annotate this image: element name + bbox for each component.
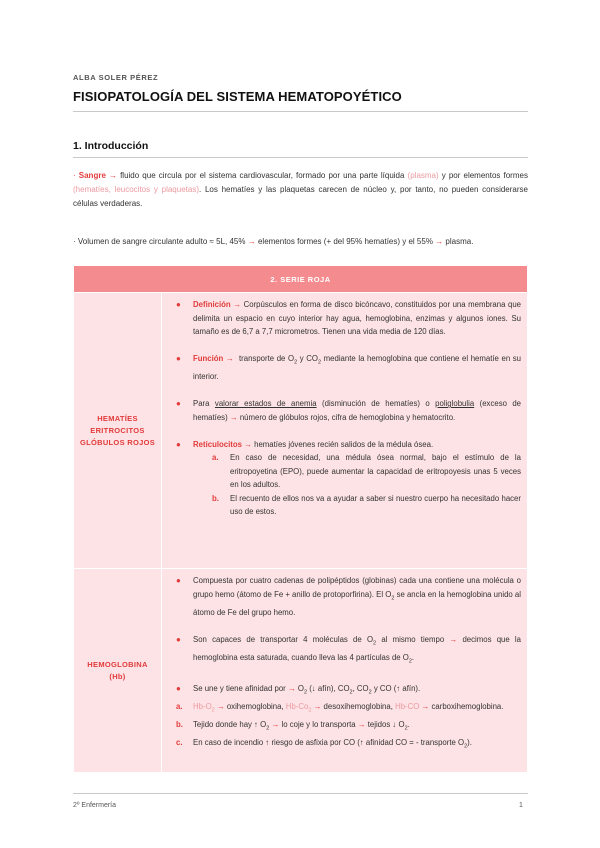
underlined-term: valorar estados de anemia <box>214 399 317 409</box>
arrow-icon: → <box>449 634 458 644</box>
item-text: desoxihemoglobina, <box>323 702 393 712</box>
sub-letter: c. <box>176 738 183 748</box>
section-divider <box>73 157 528 158</box>
author-name: ALBA SOLER PÉREZ <box>73 73 159 82</box>
intro-text: y por elementos formes <box>441 171 528 180</box>
item-text: Para <box>193 399 210 409</box>
item-text: transporte de O <box>238 354 295 363</box>
item-text: número de glóbulos rojos, cifra de hemoglobina y hematocrito. <box>239 412 456 422</box>
item-text: En caso de incendio ↑ riesgo de asfixia por CO (↑ afinidad CO = - transporte O <box>193 738 465 748</box>
table-header: 2. SERIE ROJA <box>74 266 528 293</box>
footer-divider <box>73 793 528 794</box>
item-text: hematíes jóvenes recién salidos de la médula ósea. <box>254 439 434 449</box>
volume-text: · Volumen de sangre circulante adulto ≈ 5L, 45% <box>73 237 246 246</box>
arrow-icon: → <box>357 720 366 730</box>
row-label-line: (Hb) <box>109 671 126 681</box>
item-text: Son capaces de transportar 4 moléculas de O <box>193 634 374 644</box>
sub-letter: b. <box>176 720 183 730</box>
item-text: oxihemoglobina, <box>226 702 284 712</box>
item-text: se ancla en la hemoglobina unido al átomo de Fe del grupo hemo. <box>193 589 521 617</box>
item-text: El recuento de ellos nos va a ayudar a saber si nuestro cuerpo ha necesitado hacer uso de estos. <box>230 493 521 517</box>
hematies-content-cell <box>162 293 528 569</box>
serie-roja-table <box>73 265 528 773</box>
volume-text: plasma. <box>445 237 474 246</box>
item-text: (disminución de hematíes) o <box>322 399 430 409</box>
subscript: 2 <box>391 595 395 602</box>
sub-item: b. Tejido donde hay ↑ $O_2$ → lo coje y lo transporta → tejidos ↓ $O_2$. <box>176 720 410 732</box>
arrow-icon: → <box>313 702 322 712</box>
item-text: En caso de necesidad, una médula ósea normal, bajo el estímulo de la eritropoyetina (EPO), puede aumentar la capacidad de eritropoyesis unas 5 veces en los adultos. <box>230 453 521 490</box>
bullet-icon: ● <box>176 354 181 363</box>
item-text: Compuesta por cuatro cadenas de polipéptidos (globinas) cada una contiene una molécula o grupo hemo (átomo de Fe + anillo de protoporfirina). El O <box>193 576 521 599</box>
section-heading: 1. Introducción <box>73 140 149 152</box>
item-text: lo coje y lo transporta <box>281 720 356 730</box>
hemoglobina-label-cell <box>74 569 162 773</box>
item-text: y CO <box>299 354 318 363</box>
sub-item <box>162 492 521 519</box>
arrow-icon: → <box>225 354 234 363</box>
intro-text: . Los hematíes y las plaquetas carecen de núcleo y, por tanto, no pueden considerarse células verdaderas. <box>73 185 528 208</box>
item-text: ). <box>467 738 472 748</box>
sub-item <box>162 451 521 492</box>
subscript: 2 <box>404 725 408 732</box>
title-divider <box>73 111 528 112</box>
subscript: 2 <box>294 359 298 366</box>
volume-text: elementos formes (+ del 95% hematíes) y el 55% <box>257 237 433 246</box>
hematies-label-cell <box>74 293 162 569</box>
document-title: FISIOPATOLOGÍA DEL SISTEMA HEMATOPOYÉTICO <box>73 89 402 104</box>
row-label-line: HEMATÍES <box>97 413 138 423</box>
arrow-icon: → <box>421 702 430 712</box>
sub-item <box>162 736 521 754</box>
footer-course: 2º Enfermería <box>73 802 117 809</box>
list-item <box>162 682 521 700</box>
arrow-icon: → <box>229 412 238 422</box>
item-text: Corpúsculos en forma de disco bicóncavo, constituidos por una membrana que delimita un espacio en cuyo interior hay agua, hemoglobina, enzimas y algunos iones. Su tamaño es de 6,7 a 7,7 micrometros. Tienen una vida media de 120 días. <box>193 300 521 336</box>
item-text: O <box>297 684 304 694</box>
sub-letter: a. <box>212 453 219 463</box>
bullet: · <box>73 171 76 180</box>
item-text: mediante la hemoglobina que contiene el hematíe en su interior. <box>193 354 521 382</box>
subscript: 2 <box>373 640 377 647</box>
item-text: Tejido donde hay ↑ O <box>193 720 267 730</box>
intro-text: fluido que circula por el sistema cardiovascular, formado por una parte líquida <box>120 171 405 180</box>
list-item <box>162 298 521 339</box>
item-text: Se une y tiene afinidad por <box>193 684 286 694</box>
arrow-icon: → <box>244 439 252 449</box>
item-text: , CO <box>352 684 369 694</box>
arrow-icon: → <box>247 237 256 246</box>
subscript: 2 <box>303 689 308 696</box>
subscript: 2 <box>308 707 312 714</box>
subscript: 2 <box>211 707 215 714</box>
row-label-line: GLÓBULOS ROJOS <box>79 437 156 447</box>
list-item <box>162 352 521 384</box>
sub-item <box>162 700 521 718</box>
row-label-line: HEMOGLOBINA <box>87 659 148 669</box>
subscript: 2 <box>368 689 372 696</box>
intro-paragraph <box>73 169 528 211</box>
arrow-icon: → <box>287 684 296 694</box>
item-text: y CO (↑ afín). <box>373 684 421 694</box>
item-text: al mismo tiempo <box>381 634 445 644</box>
hb-term: Hb-CO <box>395 702 420 712</box>
arrow-icon: → <box>271 720 280 730</box>
list-item <box>162 574 521 619</box>
formes-note: (hematíes, leucocitos y plaquetas) <box>73 185 199 194</box>
bullet-icon: ● <box>176 684 181 694</box>
item-text: carboxihemoglobina. <box>431 702 504 712</box>
bullet-icon: ● <box>176 439 181 449</box>
hb-term: Hb-O <box>193 702 212 712</box>
underlined-term: poliglobulia <box>435 399 475 409</box>
arrow-icon: → <box>435 237 444 246</box>
subscript: 2 <box>464 743 468 750</box>
term-label: Definición <box>193 300 231 309</box>
item-text: (↓ afín), CO <box>309 684 350 694</box>
bullet-icon: ● <box>176 634 181 644</box>
volume-paragraph <box>73 235 528 249</box>
arrow-icon: → <box>233 300 242 309</box>
term-label: Función <box>193 354 224 363</box>
row-label-line: ERITROCITOS <box>90 425 145 435</box>
sub-letter: a. <box>176 702 183 712</box>
bullet-icon: ● <box>176 576 181 585</box>
term-label: Reticulocitos <box>193 439 242 449</box>
list-item <box>162 438 521 452</box>
subscript: 2 <box>266 725 270 732</box>
item-text: (exceso de hematíes) <box>193 399 522 422</box>
page-number: 1 <box>519 802 523 809</box>
item-text: tejidos ↓ O <box>367 720 405 730</box>
sangre-label: Sangre <box>78 171 106 180</box>
subscript: 2 <box>349 689 353 696</box>
arrow-icon: → <box>108 171 117 180</box>
hb-term: Hb-Co <box>285 702 309 712</box>
hemoglobina-content-cell <box>162 569 528 773</box>
item-text: decimos que la hemoglobina esta saturada, cuando lleva las 4 partículas de O <box>193 634 522 662</box>
bullet-icon: ● <box>176 300 181 309</box>
plasma-note: (plasma) <box>407 171 439 180</box>
bullet-icon: ● <box>176 399 181 409</box>
subscript: 2 <box>408 658 412 665</box>
sub-letter: b. <box>212 493 219 503</box>
arrow-icon: → <box>216 702 225 712</box>
list-item: ● Son capaces de transportar 4 moléculas de $O_2$ al mismo tiempo → decimos que la hemoglobina esta saturada, cuando lleva las 4 partículas de $O_2$. <box>176 634 522 665</box>
list-item <box>162 397 521 424</box>
subscript: 2 <box>317 359 322 366</box>
